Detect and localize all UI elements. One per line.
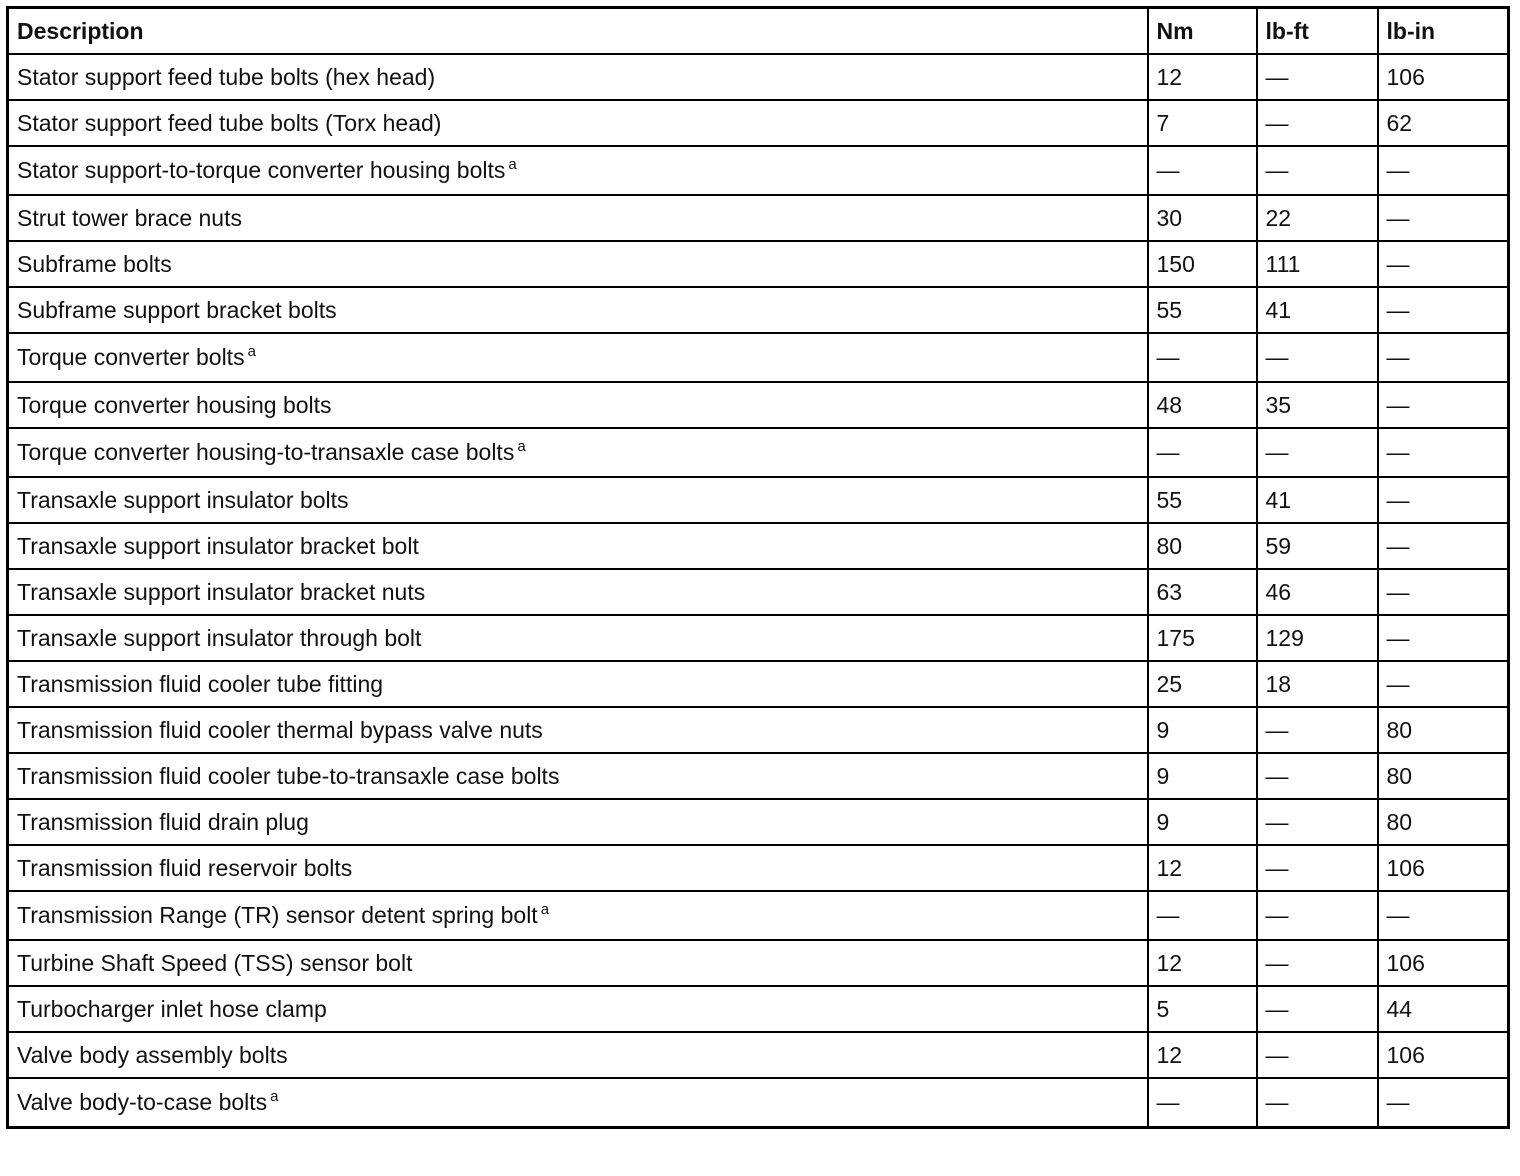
description-text: Torque converter bolts [17, 344, 245, 370]
column-header-lbft: lb-ft [1257, 8, 1378, 55]
cell-lbin: 80 [1378, 753, 1509, 799]
cell-lbin: — [1378, 661, 1509, 707]
cell-lbft: — [1257, 891, 1378, 940]
cell-lbft: — [1257, 1032, 1378, 1078]
torque-spec-table [6, 6, 1510, 1129]
footnote-marker: a [517, 438, 526, 455]
cell-lbin: 80 [1378, 799, 1509, 845]
cell-lbin: — [1378, 195, 1509, 241]
cell-nm: — [1148, 891, 1257, 940]
cell-lbin: — [1378, 1078, 1509, 1128]
cell-nm: 63 [1148, 569, 1257, 615]
table-row [8, 477, 1509, 523]
description-text: Transmission fluid cooler tube fitting [17, 670, 384, 697]
table-row [8, 753, 1509, 799]
cell-nm: 7 [1148, 100, 1257, 146]
description-text: Stator support-to-torque converter housing bolts [17, 157, 506, 183]
table-row [8, 523, 1509, 569]
description-text: Transaxle support insulator bolts [17, 486, 349, 513]
cell-nm: — [1148, 146, 1257, 195]
cell-lbft: — [1257, 100, 1378, 146]
column-header-nm: Nm [1148, 8, 1257, 55]
table-row [8, 382, 1509, 428]
cell-nm: — [1148, 428, 1257, 477]
table-row [8, 569, 1509, 615]
table-row [8, 241, 1509, 287]
table-header-row [8, 8, 1509, 55]
cell-lbft: — [1257, 1078, 1378, 1128]
description-text: Stator support feed tube bolts (Torx head) [17, 109, 442, 136]
cell-lbin: 106 [1378, 1032, 1509, 1078]
cell-description [8, 477, 1148, 523]
table-row [8, 333, 1509, 382]
table-row [8, 799, 1509, 845]
footnote-marker: a [247, 343, 256, 360]
cell-lbin: 80 [1378, 707, 1509, 753]
cell-lbft: 41 [1257, 477, 1378, 523]
cell-description [8, 661, 1148, 707]
cell-nm: 12 [1148, 940, 1257, 986]
cell-description [8, 146, 1148, 195]
cell-lbft: 129 [1257, 615, 1378, 661]
cell-lbft: 59 [1257, 523, 1378, 569]
cell-description [8, 845, 1148, 891]
cell-lbft: — [1257, 707, 1378, 753]
cell-description [8, 986, 1148, 1032]
cell-nm: 12 [1148, 54, 1257, 100]
cell-lbft: — [1257, 146, 1378, 195]
cell-description [8, 615, 1148, 661]
cell-description [8, 569, 1148, 615]
cell-description [8, 100, 1148, 146]
description-text: Turbocharger inlet hose clamp [17, 995, 327, 1022]
cell-lbin: 44 [1378, 986, 1509, 1032]
table-row [8, 940, 1509, 986]
cell-description [8, 241, 1148, 287]
cell-lbft: 18 [1257, 661, 1378, 707]
description-text: Turbine Shaft Speed (TSS) sensor bolt [17, 949, 413, 976]
cell-lbin: — [1378, 287, 1509, 333]
table-row [8, 146, 1509, 195]
cell-description [8, 940, 1148, 986]
cell-lbft: 111 [1257, 241, 1378, 287]
cell-lbft: 46 [1257, 569, 1378, 615]
cell-lbft: — [1257, 54, 1378, 100]
cell-nm: 175 [1148, 615, 1257, 661]
cell-nm: 9 [1148, 799, 1257, 845]
cell-lbft: — [1257, 333, 1378, 382]
cell-lbft: 41 [1257, 287, 1378, 333]
cell-lbin: — [1378, 891, 1509, 940]
description-text: Transmission fluid drain plug [17, 808, 309, 835]
cell-nm: 150 [1148, 241, 1257, 287]
description-text: Strut tower brace nuts [17, 204, 242, 231]
cell-lbft: 22 [1257, 195, 1378, 241]
description-text: Subframe bolts [17, 250, 172, 277]
cell-nm: 12 [1148, 1032, 1257, 1078]
cell-nm: 55 [1148, 477, 1257, 523]
description-text: Transaxle support insulator bracket nuts [17, 578, 426, 605]
table-row [8, 287, 1509, 333]
cell-lbft: — [1257, 845, 1378, 891]
cell-lbft: — [1257, 986, 1378, 1032]
column-header-description: Description [8, 8, 1148, 55]
cell-description [8, 891, 1148, 940]
cell-lbin: — [1378, 146, 1509, 195]
cell-nm: 80 [1148, 523, 1257, 569]
table-row [8, 54, 1509, 100]
cell-lbin: — [1378, 477, 1509, 523]
column-header-lbin: lb-in [1378, 8, 1509, 55]
cell-lbin: — [1378, 241, 1509, 287]
cell-description [8, 287, 1148, 333]
table-row [8, 986, 1509, 1032]
cell-lbin: 106 [1378, 940, 1509, 986]
description-text: Transaxle support insulator through bolt [17, 624, 422, 651]
cell-nm: — [1148, 333, 1257, 382]
cell-lbft: — [1257, 940, 1378, 986]
table-row [8, 845, 1509, 891]
table-row [8, 891, 1509, 940]
cell-lbin: 106 [1378, 845, 1509, 891]
cell-lbin: — [1378, 569, 1509, 615]
description-text: Transaxle support insulator bracket bolt [17, 532, 419, 559]
cell-lbin: 62 [1378, 100, 1509, 146]
cell-description [8, 523, 1148, 569]
cell-description [8, 428, 1148, 477]
cell-lbft: — [1257, 753, 1378, 799]
description-text: Transmission fluid cooler tube-to-transaxle case bolts [17, 762, 560, 789]
cell-lbin: — [1378, 615, 1509, 661]
cell-description [8, 1032, 1148, 1078]
cell-description [8, 195, 1148, 241]
cell-nm: 25 [1148, 661, 1257, 707]
table-row [8, 100, 1509, 146]
cell-nm: 48 [1148, 382, 1257, 428]
cell-nm: 9 [1148, 707, 1257, 753]
cell-description [8, 1078, 1148, 1128]
cell-lbft: — [1257, 799, 1378, 845]
table-row [8, 661, 1509, 707]
cell-lbin: 106 [1378, 54, 1509, 100]
cell-description [8, 707, 1148, 753]
table-row [8, 615, 1509, 661]
table-row [8, 428, 1509, 477]
footnote-marker: a [508, 156, 517, 173]
footnote-marker: a [540, 901, 550, 918]
cell-nm: — [1148, 1078, 1257, 1128]
cell-description [8, 333, 1148, 382]
table-row [8, 195, 1509, 241]
cell-description [8, 799, 1148, 845]
cell-lbin: — [1378, 523, 1509, 569]
cell-description [8, 54, 1148, 100]
description-text: Transmission fluid reservoir bolts [17, 854, 353, 881]
footnote-marker: a [270, 1088, 279, 1105]
description-text: Torque converter housing bolts [17, 391, 332, 418]
cell-nm: 55 [1148, 287, 1257, 333]
cell-lbin: — [1378, 333, 1509, 382]
cell-description [8, 753, 1148, 799]
description-text: Transmission fluid cooler thermal bypass valve nuts [17, 716, 543, 743]
cell-lbft: — [1257, 428, 1378, 477]
cell-nm: 9 [1148, 753, 1257, 799]
cell-lbft: 35 [1257, 382, 1378, 428]
cell-lbin: — [1378, 382, 1509, 428]
cell-nm: 5 [1148, 986, 1257, 1032]
description-text: Valve body-to-case bolts [17, 1089, 268, 1115]
description-text: Valve body assembly bolts [17, 1041, 288, 1068]
cell-nm: 30 [1148, 195, 1257, 241]
table-row [8, 1078, 1509, 1128]
table-row [8, 707, 1509, 753]
cell-nm: 12 [1148, 845, 1257, 891]
table-body [8, 54, 1509, 1128]
cell-description [8, 382, 1148, 428]
description-text: Stator support feed tube bolts (hex head) [17, 63, 436, 90]
cell-lbin: — [1378, 428, 1509, 477]
table-row [8, 1032, 1509, 1078]
description-text: Subframe support bracket bolts [17, 296, 337, 323]
description-text: Transmission Range (TR) sensor detent spring bolt [17, 902, 538, 928]
description-text: Torque converter housing-to-transaxle case bolts [17, 439, 515, 465]
